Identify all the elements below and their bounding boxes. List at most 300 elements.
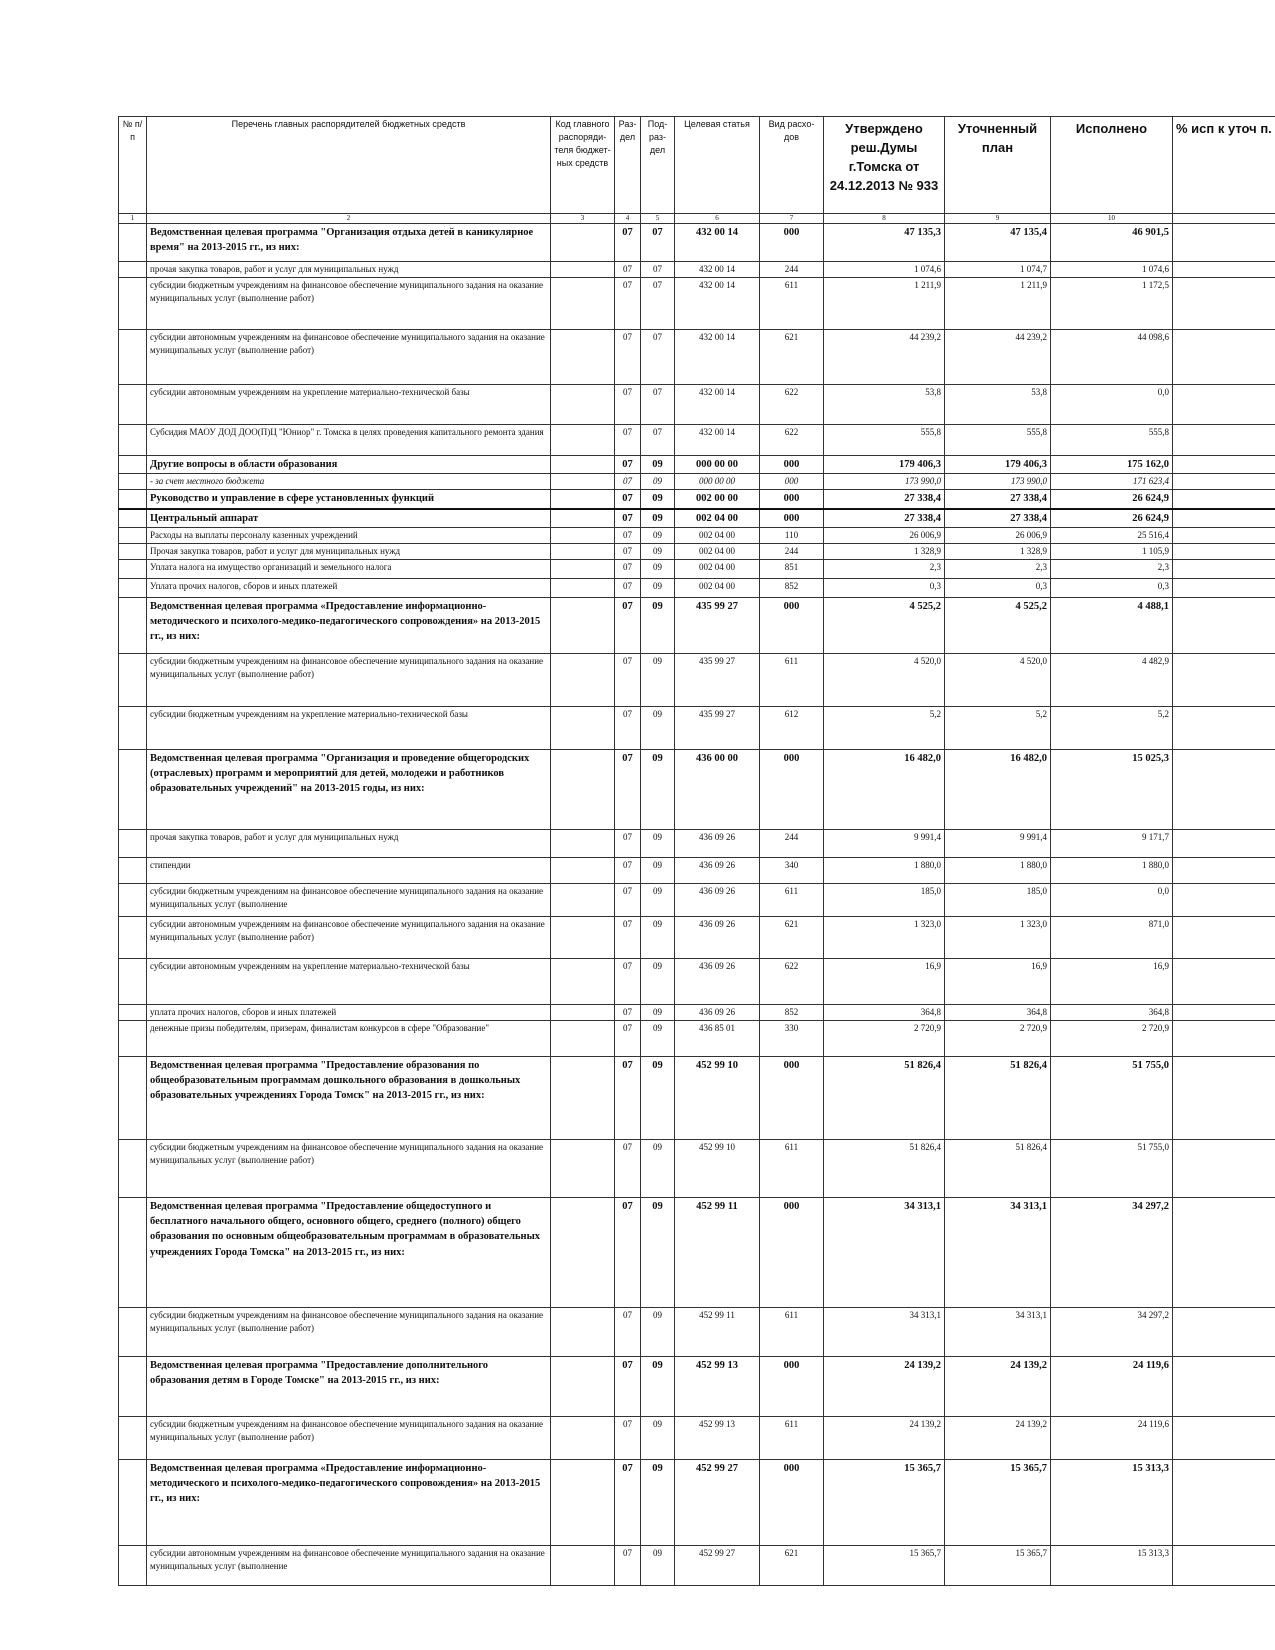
cell-empty: [551, 262, 615, 278]
cell-empty: [119, 1356, 147, 1416]
cell-sec: 07: [615, 1004, 641, 1020]
cell-name: Ведомственная целевая программа «Предоставление информационно-методического и психолого-медико-педагогического сопровождения» на 2013-2015 гг., из них:: [147, 1459, 551, 1545]
cell-clarified: 24 139,2: [945, 1416, 1051, 1459]
cell-target: 452 99 10: [675, 1056, 760, 1139]
cell-executed: 364,8: [1051, 1004, 1173, 1020]
cell-clarified: 1 074,7: [945, 262, 1051, 278]
cell-executed: 4 488,1: [1051, 597, 1173, 653]
cell-target: 002 04 00: [675, 578, 760, 597]
cell-sub: 09: [641, 857, 675, 883]
cell-executed: 15 313,3: [1051, 1545, 1173, 1585]
cell-exp: 612: [760, 706, 824, 749]
cell-approved: 1 328,9: [824, 543, 945, 559]
cell-empty: [119, 653, 147, 706]
cell-name: субсидии бюджетным учреждениям на финансовое обеспечение муниципального задания на оказание муниципальных услуг (выполнение: [147, 883, 551, 916]
cell-approved: 4 520,0: [824, 653, 945, 706]
cell-empty: [551, 1004, 615, 1020]
cell-sub: 07: [641, 330, 675, 385]
table-row: [119, 543, 1275, 559]
cell-name: Ведомственная целевая программа «Предоставление информационно-методического и психолого-медико-педагогического сопровождения» на 2013-2015 гг., из них:: [147, 597, 551, 653]
cell-sub: 09: [641, 749, 675, 829]
cell-empty: [1173, 829, 1275, 857]
cell-clarified: 5,2: [945, 706, 1051, 749]
table-row: [119, 1056, 1275, 1139]
table-row: [119, 224, 1275, 262]
cell-clarified: 26 006,9: [945, 527, 1051, 543]
cell-executed: 25 516,4: [1051, 527, 1173, 543]
table-row: [119, 1459, 1275, 1545]
cell-name: Субсидия МАОУ ДОД ДОО(П)Ц "Юниор" г. Томска в целях проведения капитального ремонта здания: [147, 425, 551, 456]
cell-sub: 09: [641, 509, 675, 528]
cell-name: Ведомственная целевая программа "Предоставление дополнительного образования детям в Городе Томске" на 2013-2015 гг., из них:: [147, 1356, 551, 1416]
cell-executed: 24 119,6: [1051, 1416, 1173, 1459]
column-number: 3: [551, 214, 615, 224]
cell-sub: 09: [641, 527, 675, 543]
cell-executed: 24 119,6: [1051, 1356, 1173, 1416]
cell-clarified: 179 406,3: [945, 456, 1051, 474]
cell-target: 435 99 27: [675, 706, 760, 749]
cell-empty: [1173, 883, 1275, 916]
cell-target: 432 00 14: [675, 278, 760, 330]
cell-exp: 611: [760, 1139, 824, 1197]
cell-empty: [551, 1020, 615, 1056]
cell-sub: 09: [641, 1020, 675, 1056]
cell-sec: 07: [615, 559, 641, 578]
cell-empty: [119, 1307, 147, 1356]
cell-target: 436 09 26: [675, 916, 760, 958]
cell-target: 452 99 27: [675, 1459, 760, 1545]
cell-clarified: 34 313,1: [945, 1307, 1051, 1356]
cell-target: 452 99 11: [675, 1197, 760, 1307]
column-number: 6: [675, 214, 760, 224]
cell-executed: 51 755,0: [1051, 1056, 1173, 1139]
cell-approved: 185,0: [824, 883, 945, 916]
cell-clarified: 53,8: [945, 385, 1051, 425]
cell-exp: 330: [760, 1020, 824, 1056]
table-row: [119, 1356, 1275, 1416]
cell-empty: [1173, 224, 1275, 262]
cell-empty: [551, 527, 615, 543]
col-executed-header: Исполнено: [1051, 117, 1173, 214]
cell-empty: [551, 509, 615, 528]
cell-exp: 611: [760, 653, 824, 706]
cell-target: 436 85 01: [675, 1020, 760, 1056]
cell-approved: 44 239,2: [824, 330, 945, 385]
cell-sub: 09: [641, 653, 675, 706]
column-number: 4: [615, 214, 641, 224]
col-code-header: Код главного распоряди-теля бюджет-ных средств: [551, 117, 615, 214]
cell-empty: [119, 749, 147, 829]
cell-empty: [1173, 958, 1275, 1004]
cell-name: Уплата прочих налогов, сборов и иных платежей: [147, 578, 551, 597]
cell-empty: [119, 1139, 147, 1197]
cell-name: уплата прочих налогов, сборов и иных платежей: [147, 1004, 551, 1020]
cell-empty: [551, 883, 615, 916]
cell-sec: 07: [615, 1056, 641, 1139]
cell-empty: [1173, 706, 1275, 749]
cell-executed: 871,0: [1051, 916, 1173, 958]
cell-sub: 09: [641, 706, 675, 749]
column-number: [1173, 214, 1275, 224]
table-row: [119, 916, 1275, 958]
cell-executed: 1 880,0: [1051, 857, 1173, 883]
cell-executed: 34 297,2: [1051, 1197, 1173, 1307]
cell-target: 002 04 00: [675, 509, 760, 528]
cell-exp: 000: [760, 1356, 824, 1416]
cell-empty: [551, 474, 615, 490]
cell-empty: [1173, 1056, 1275, 1139]
cell-exp: 000: [760, 597, 824, 653]
cell-approved: 27 338,4: [824, 490, 945, 509]
cell-empty: [1173, 1545, 1275, 1585]
cell-empty: [1173, 1307, 1275, 1356]
cell-empty: [119, 1020, 147, 1056]
cell-sub: 09: [641, 1139, 675, 1197]
cell-empty: [119, 559, 147, 578]
cell-executed: 15 313,3: [1051, 1459, 1173, 1545]
cell-sec: 07: [615, 597, 641, 653]
cell-empty: [1173, 456, 1275, 474]
cell-approved: 27 338,4: [824, 509, 945, 528]
cell-approved: 16 482,0: [824, 749, 945, 829]
cell-sec: 07: [615, 527, 641, 543]
cell-sub: 09: [641, 1545, 675, 1585]
cell-name: субсидии бюджетным учреждениям на финансовое обеспечение муниципального задания на оказание муниципальных услуг (выполнение работ): [147, 278, 551, 330]
cell-sub: 09: [641, 916, 675, 958]
column-number: 8: [824, 214, 945, 224]
cell-clarified: 44 239,2: [945, 330, 1051, 385]
cell-sub: 07: [641, 262, 675, 278]
cell-approved: 24 139,2: [824, 1356, 945, 1416]
cell-sub: 09: [641, 1004, 675, 1020]
cell-sub: 09: [641, 1197, 675, 1307]
cell-clarified: 27 338,4: [945, 509, 1051, 528]
cell-sub: 09: [641, 1416, 675, 1459]
table-row: [119, 490, 1275, 509]
cell-empty: [551, 543, 615, 559]
cell-executed: 44 098,6: [1051, 330, 1173, 385]
cell-empty: [551, 385, 615, 425]
column-number: 5: [641, 214, 675, 224]
cell-executed: 555,8: [1051, 425, 1173, 456]
cell-empty: [1173, 474, 1275, 490]
cell-empty: [119, 597, 147, 653]
cell-exp: 000: [760, 456, 824, 474]
cell-sub: 09: [641, 1056, 675, 1139]
cell-approved: 173 990,0: [824, 474, 945, 490]
cell-name: Ведомственная целевая программа "Организация и проведение общегородских (отраслевых) программ и мероприятий для детей, молодежи и работников образовательных учреждений" на 2013-2015 годы, из них:: [147, 749, 551, 829]
cell-empty: [119, 385, 147, 425]
cell-exp: 000: [760, 1197, 824, 1307]
budget-table: [118, 116, 1275, 1586]
cell-clarified: 2 720,9: [945, 1020, 1051, 1056]
cell-exp: 852: [760, 578, 824, 597]
cell-name: Расходы на выплаты персоналу казенных учреждений: [147, 527, 551, 543]
cell-empty: [1173, 262, 1275, 278]
cell-empty: [551, 456, 615, 474]
column-number: 7: [760, 214, 824, 224]
cell-clarified: 555,8: [945, 425, 1051, 456]
col-name-header: Перечень главных распорядителей бюджетных средств: [147, 117, 551, 214]
cell-empty: [119, 1197, 147, 1307]
cell-executed: 2 720,9: [1051, 1020, 1173, 1056]
cell-empty: [551, 278, 615, 330]
cell-sec: 07: [615, 1139, 641, 1197]
cell-empty: [1173, 559, 1275, 578]
cell-empty: [551, 1056, 615, 1139]
cell-empty: [119, 1459, 147, 1545]
table-row: [119, 509, 1275, 528]
cell-exp: 611: [760, 1416, 824, 1459]
cell-empty: [551, 829, 615, 857]
cell-empty: [1173, 527, 1275, 543]
cell-clarified: 2,3: [945, 559, 1051, 578]
cell-executed: 1 105,9: [1051, 543, 1173, 559]
cell-executed: 26 624,9: [1051, 509, 1173, 528]
cell-executed: 0,0: [1051, 385, 1173, 425]
cell-name: субсидии автономным учреждениям на финансовое обеспечение муниципального задания на оказание муниципальных услуг (выполнение работ): [147, 916, 551, 958]
cell-sub: 09: [641, 1356, 675, 1416]
cell-empty: [1173, 1356, 1275, 1416]
cell-approved: 1 323,0: [824, 916, 945, 958]
cell-name: денежные призы победителям, призерам, финалистам конкурсов в сфере "Образование": [147, 1020, 551, 1056]
cell-empty: [1173, 330, 1275, 385]
cell-name: Ведомственная целевая программа "Предоставление общедоступного и бесплатного начального общего, основного общего, среднего (полного) общего образования по основным общеобразовательным программам в образовательных учреждениях Города Томска" на 2013-2015 гг., из них:: [147, 1197, 551, 1307]
cell-approved: 47 135,3: [824, 224, 945, 262]
cell-empty: [1173, 490, 1275, 509]
cell-name: стипендии: [147, 857, 551, 883]
cell-sec: 07: [615, 749, 641, 829]
cell-target: 452 99 10: [675, 1139, 760, 1197]
table-row: [119, 262, 1275, 278]
cell-empty: [1173, 543, 1275, 559]
cell-executed: 0,3: [1051, 578, 1173, 597]
cell-exp: 851: [760, 559, 824, 578]
cell-approved: 51 826,4: [824, 1139, 945, 1197]
cell-sec: 07: [615, 958, 641, 1004]
cell-empty: [551, 706, 615, 749]
cell-exp: 611: [760, 278, 824, 330]
table-body: [119, 224, 1275, 1586]
table-row: [119, 1139, 1275, 1197]
cell-approved: 5,2: [824, 706, 945, 749]
cell-name: Ведомственная целевая программа "Организация отдыха детей в каникулярное время" на 2013-2015 гг., из них:: [147, 224, 551, 262]
cell-sec: 07: [615, 474, 641, 490]
cell-clarified: 364,8: [945, 1004, 1051, 1020]
cell-empty: [551, 653, 615, 706]
cell-approved: 2,3: [824, 559, 945, 578]
cell-empty: [1173, 749, 1275, 829]
cell-clarified: 16 482,0: [945, 749, 1051, 829]
cell-approved: 1 074,6: [824, 262, 945, 278]
cell-empty: [551, 1459, 615, 1545]
cell-empty: [119, 224, 147, 262]
cell-executed: 171 623,4: [1051, 474, 1173, 490]
cell-executed: 4 482,9: [1051, 653, 1173, 706]
cell-target: 435 99 27: [675, 597, 760, 653]
cell-approved: 15 365,7: [824, 1545, 945, 1585]
table-row: [119, 958, 1275, 1004]
cell-target: 000 00 00: [675, 456, 760, 474]
cell-clarified: 4 520,0: [945, 653, 1051, 706]
cell-empty: [551, 490, 615, 509]
cell-exp: 611: [760, 883, 824, 916]
cell-empty: [1173, 916, 1275, 958]
cell-sec: 07: [615, 653, 641, 706]
cell-sub: 09: [641, 578, 675, 597]
table-row: [119, 278, 1275, 330]
cell-sub: 09: [641, 883, 675, 916]
cell-executed: 2,3: [1051, 559, 1173, 578]
cell-approved: 0,3: [824, 578, 945, 597]
cell-exp: 621: [760, 1545, 824, 1585]
cell-empty: [551, 1139, 615, 1197]
cell-clarified: 47 135,4: [945, 224, 1051, 262]
cell-executed: 175 162,0: [1051, 456, 1173, 474]
cell-exp: 340: [760, 857, 824, 883]
cell-sec: 07: [615, 1197, 641, 1307]
table-row: [119, 474, 1275, 490]
cell-executed: 26 624,9: [1051, 490, 1173, 509]
cell-clarified: 34 313,1: [945, 1197, 1051, 1307]
cell-name: субсидии бюджетным учреждениям на финансовое обеспечение муниципального задания на оказание муниципальных услуг (выполнение работ): [147, 1307, 551, 1356]
cell-sub: 07: [641, 224, 675, 262]
table-row: [119, 527, 1275, 543]
cell-empty: [1173, 597, 1275, 653]
cell-sec: 07: [615, 829, 641, 857]
cell-exp: 000: [760, 509, 824, 528]
cell-approved: 15 365,7: [824, 1459, 945, 1545]
cell-empty: [119, 543, 147, 559]
cell-empty: [119, 1416, 147, 1459]
cell-exp: 622: [760, 385, 824, 425]
cell-sec: 07: [615, 1459, 641, 1545]
col-clarified-header: Уточненный план: [945, 117, 1051, 214]
cell-sub: 09: [641, 597, 675, 653]
cell-exp: 000: [760, 474, 824, 490]
cell-clarified: 15 365,7: [945, 1545, 1051, 1585]
cell-approved: 1 211,9: [824, 278, 945, 330]
cell-empty: [119, 456, 147, 474]
cell-executed: 5,2: [1051, 706, 1173, 749]
cell-sec: 07: [615, 916, 641, 958]
cell-sub: 09: [641, 1307, 675, 1356]
cell-exp: 622: [760, 958, 824, 1004]
cell-name: субсидии бюджетным учреждениям на финансовое обеспечение муниципального задания на оказание муниципальных услуг (выполнение работ): [147, 1139, 551, 1197]
column-number: 1: [119, 214, 147, 224]
cell-empty: [551, 224, 615, 262]
cell-empty: [119, 278, 147, 330]
table-row: [119, 1416, 1275, 1459]
cell-clarified: 51 826,4: [945, 1139, 1051, 1197]
cell-approved: 34 313,1: [824, 1307, 945, 1356]
cell-empty: [119, 527, 147, 543]
table-row: [119, 1020, 1275, 1056]
cell-executed: 1 074,6: [1051, 262, 1173, 278]
cell-empty: [119, 262, 147, 278]
cell-empty: [551, 1197, 615, 1307]
cell-empty: [119, 883, 147, 916]
cell-sub: 09: [641, 474, 675, 490]
cell-empty: [551, 1356, 615, 1416]
cell-exp: 244: [760, 543, 824, 559]
cell-sub: 09: [641, 490, 675, 509]
cell-clarified: 1 880,0: [945, 857, 1051, 883]
col-percent-header: % исп к уточ п.: [1173, 117, 1275, 214]
cell-name: субсидии бюджетным учреждениям на финансовое обеспечение муниципального задания на оказание муниципальных услуг (выполнение работ): [147, 653, 551, 706]
cell-approved: 2 720,9: [824, 1020, 945, 1056]
cell-clarified: 1 211,9: [945, 278, 1051, 330]
cell-name: субсидии автономным учреждениям на укрепление материально-технической базы: [147, 958, 551, 1004]
cell-approved: 16,9: [824, 958, 945, 1004]
cell-clarified: 1 328,9: [945, 543, 1051, 559]
cell-clarified: 9 991,4: [945, 829, 1051, 857]
cell-executed: 46 901,5: [1051, 224, 1173, 262]
cell-name: Центральный аппарат: [147, 509, 551, 528]
col-expense-header: Вид расхо-дов: [760, 117, 824, 214]
cell-sub: 07: [641, 385, 675, 425]
cell-clarified: 27 338,4: [945, 490, 1051, 509]
cell-approved: 51 826,4: [824, 1056, 945, 1139]
cell-name: - за счет местного бюджета: [147, 474, 551, 490]
cell-empty: [119, 425, 147, 456]
cell-exp: 244: [760, 829, 824, 857]
cell-approved: 364,8: [824, 1004, 945, 1020]
col-subsection-header: Под-раз-дел: [641, 117, 675, 214]
cell-approved: 1 880,0: [824, 857, 945, 883]
cell-sec: 07: [615, 1307, 641, 1356]
cell-target: 436 00 00: [675, 749, 760, 829]
table-row: [119, 456, 1275, 474]
cell-exp: 110: [760, 527, 824, 543]
cell-sec: 07: [615, 385, 641, 425]
cell-target: 002 04 00: [675, 527, 760, 543]
cell-exp: 000: [760, 490, 824, 509]
cell-empty: [1173, 857, 1275, 883]
cell-target: 432 00 14: [675, 262, 760, 278]
cell-empty: [119, 916, 147, 958]
cell-executed: 51 755,0: [1051, 1139, 1173, 1197]
column-number-row: [119, 214, 1275, 224]
table-row: [119, 425, 1275, 456]
cell-name: прочая закупка товаров, работ и услуг для муниципальных нужд: [147, 829, 551, 857]
cell-empty: [1173, 653, 1275, 706]
cell-empty: [119, 829, 147, 857]
cell-empty: [551, 958, 615, 1004]
cell-sec: 07: [615, 543, 641, 559]
cell-target: 432 00 14: [675, 330, 760, 385]
cell-exp: 000: [760, 224, 824, 262]
cell-approved: 24 139,2: [824, 1416, 945, 1459]
cell-exp: 000: [760, 1056, 824, 1139]
cell-empty: [551, 578, 615, 597]
cell-clarified: 4 525,2: [945, 597, 1051, 653]
table-row: [119, 597, 1275, 653]
cell-target: 436 09 26: [675, 829, 760, 857]
cell-name: Ведомственная целевая программа "Предоставление образования по общеобразовательным программам дошкольного образования в дошкольных образовательных учреждениях Города Томск" на 2013-2015 гг., из них:: [147, 1056, 551, 1139]
cell-executed: 9 171,7: [1051, 829, 1173, 857]
cell-empty: [1173, 1139, 1275, 1197]
header-row: [119, 117, 1275, 214]
col-section-header: Раз-дел: [615, 117, 641, 214]
cell-empty: [1173, 1416, 1275, 1459]
cell-empty: [1173, 578, 1275, 597]
cell-clarified: 1 323,0: [945, 916, 1051, 958]
cell-name: Прочая закупка товаров, работ и услуг для муниципальных нужд: [147, 543, 551, 559]
cell-empty: [119, 706, 147, 749]
cell-target: 435 99 27: [675, 653, 760, 706]
cell-sub: 09: [641, 829, 675, 857]
